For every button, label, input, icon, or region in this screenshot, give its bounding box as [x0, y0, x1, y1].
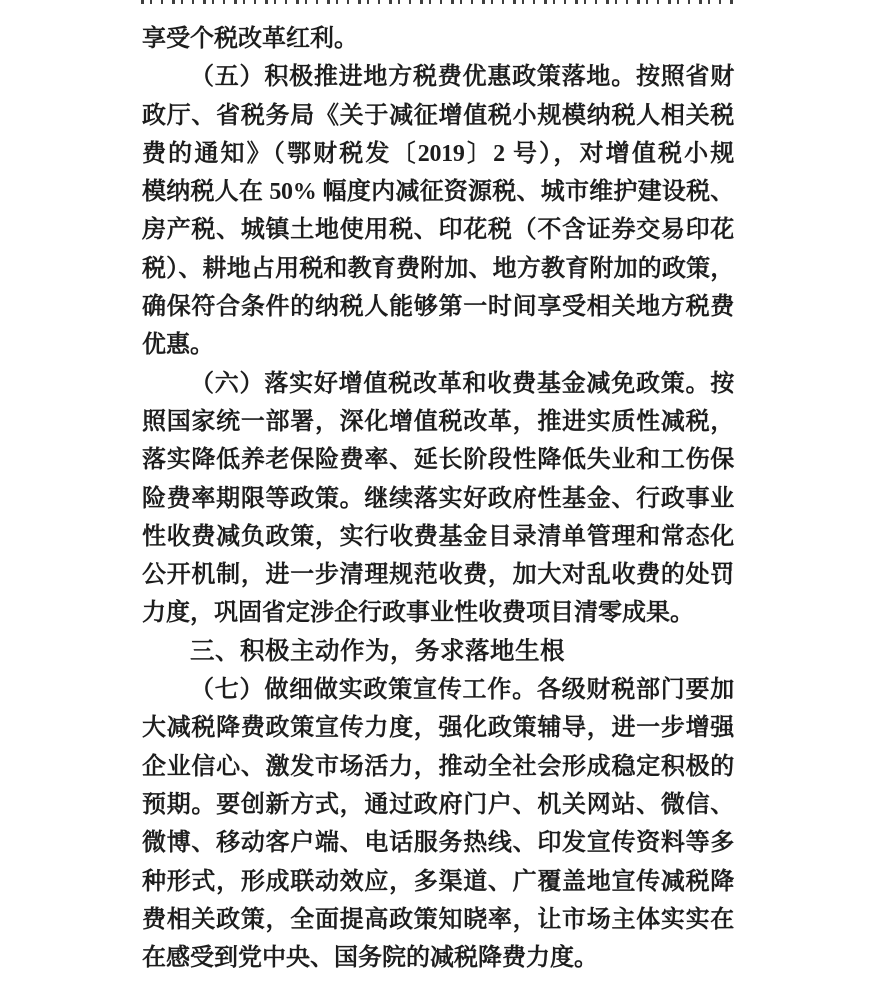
- paragraph-6-lead-line: （六）落实好增值税改革和收费基金减免政策。按: [190, 370, 734, 397]
- body-line: 险费率期限等政策。继续落实好政府性基金、行政事业: [142, 485, 734, 512]
- body-line: 政厅、省税务局《关于减征增值税小规模纳税人相关税: [142, 102, 734, 129]
- body-line: 种形式，形成联动效应，多渠道、广覆盖地宣传减税降: [142, 868, 734, 895]
- body-line: 预期。要创新方式，通过政府门户、机关网站、微信、: [142, 791, 734, 818]
- body-line: 企业信心、激发市场活力，推动全社会形成稳定积极的: [142, 753, 734, 780]
- body-line: 大减税降费政策宣传力度，强化政策辅导，进一步增强: [142, 715, 734, 742]
- paragraph-6-last-line: 力度，巩固省定涉企行政事业性收费项目清零成果。: [142, 600, 694, 627]
- body-line: 确保符合条件的纳税人能够第一时间享受相关地方税费: [142, 294, 734, 321]
- body-line: 微博、移动客户端、电话服务热线、印发宣传资料等多: [142, 830, 734, 857]
- section-heading: 三、积极主动作为，务求落地生根: [190, 637, 565, 665]
- body-line-ending-prev-paragraph: 享受个税改革红利。: [142, 26, 358, 52]
- body-line: 公开机制，进一步清理规范收费，加大对乱收费的处罚: [142, 562, 734, 589]
- paragraph-5-last-line: 优惠。: [142, 332, 214, 359]
- body-line: 性收费减负政策，实行收费基金目录清单管理和常态化: [142, 523, 734, 550]
- document-body: [142, 20, 734, 977]
- paragraph-7-last-line: 在感受到党中央、国务院的减税降费力度。: [142, 945, 598, 972]
- paragraph-7-lead-line: （七）做细做实政策宣传工作。各级财税部门要加: [190, 677, 734, 704]
- body-line: 费相关政策，全面提高政策知晓率，让市场主体实实在: [142, 906, 734, 933]
- body-line: 落实降低养老保险费率、延长阶段性降低失业和工伤保: [142, 447, 734, 474]
- body-line: 税）、耕地占用税和教育费附加、地方教育附加的政策，: [142, 255, 734, 282]
- body-line: 模纳税人在 50% 幅度内减征资源税、城市维护建设税、: [142, 179, 734, 206]
- paragraph-5-lead-line: （五）积极推进地方税费优惠政策落地。按照省财: [190, 64, 734, 91]
- body-line: 费的通知》（鄂财税发〔2019〕2 号），对增值税小规: [142, 140, 734, 167]
- cropped-text-remnant: [141, 0, 735, 4]
- body-line: 房产税、城镇土地使用税、印花税（不含证券交易印花: [142, 217, 734, 244]
- body-line: 照国家统一部署，深化增值税改革，推进实质性减税，: [142, 408, 734, 435]
